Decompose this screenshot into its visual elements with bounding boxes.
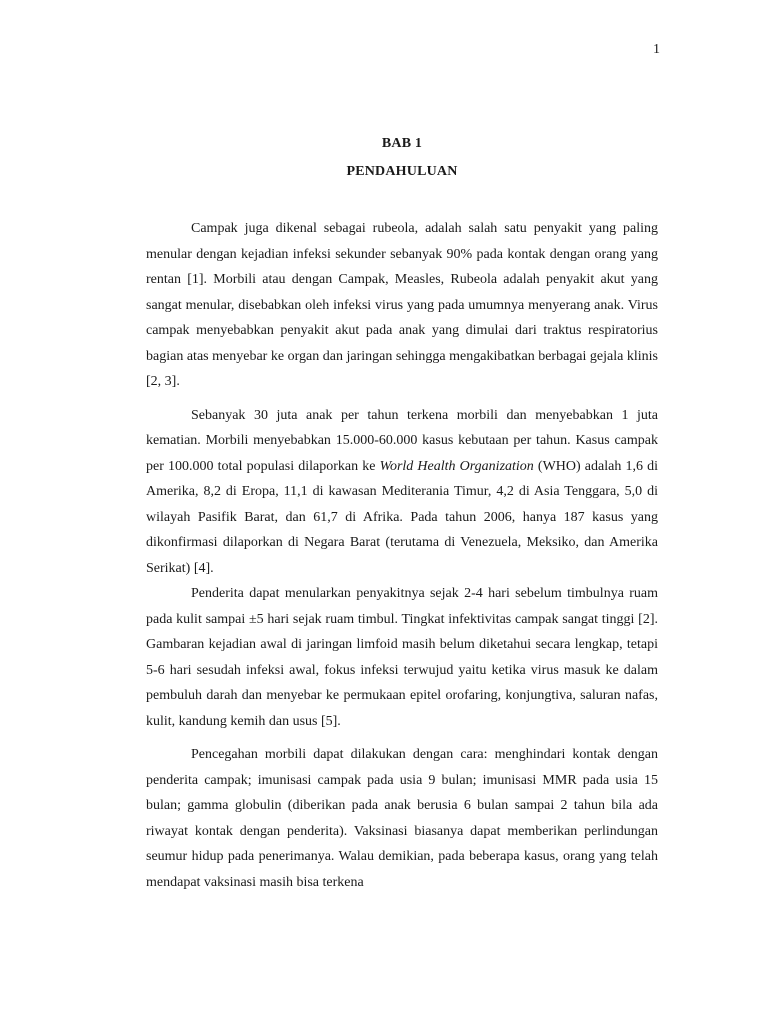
paragraph-epidemiology-text: Sebanyak 30 juta anak per tahun terkena morbili dan menyebabkan 1 juta kematian. Morbili menyebabkan 15.000-60.000 kasus kebutaan per tahun. Kasus campak per 100.000 total populasi dilaporkan ke <box>146 407 658 474</box>
paragraph-prevention: Pencegahan morbili dapat dilakukan dengan cara: menghindari kontak dengan penderita campak; imunisasi campak pada usia 9 bulan; imunisasi MMR pada usia 15 bulan; gamma globulin (diberikan pada anak berusia 6 bulan sampai 2 tahun bila ada riwayat kontak dengan penderita). Vaksinasi biasanya dapat memberikan perlindungan seumur hidup pada penerimanya. Walau demikian, pada beberapa kasus, orang yang telah mendapat vaksinasi masih bisa terkena <box>146 747 658 890</box>
document-body <box>146 216 658 895</box>
chapter-title: PENDAHULUAN <box>346 164 458 179</box>
paragraph-intro: Campak juga dikenal sebagai rubeola, adalah salah satu penyakit yang paling menular dengan kejadian infeksi sekunder sebanyak 90% pada kontak dengan orang yang rentan [1]. Morbili atau dengan Campak, Measles, Rubeola adalah penyakit akut yang sangat menular, disebabkan oleh infeksi virus yang pada umumnya menyerang anak. Virus campak menyebabkan penyakit akut pada anak yang dimulai dari traktus respiratorius bagian atas menyebar ke organ dan jaringan sehingga mengakibatkan berbagai gejala klinis [2, 3]. <box>146 221 658 389</box>
paragraph-epidemiology <box>146 403 658 582</box>
page-number: 1 <box>653 42 660 57</box>
paragraph-transmission: Penderita dapat menularkan penyakitnya sejak 2-4 hari sebelum timbulnya ruam pada kulit sampai ±5 hari sejak ruam timbul. Tingkat infektivitas campak sangat tinggi [2]. Gambaran kejadian awal di jaringan limfoid masih belum diketahui secara lengkap, tetapi 5-6 hari sesudah infeksi awal, fokus infeksi terwujud yaitu ketika virus masuk ke dalam pembuluh darah dan menyebar ke permukaan epitel orofaring, konjungtiva, saluran nafas, kulit, kandung kemih dan usus [5]. <box>146 586 658 729</box>
who-italic-term: World Health Organization <box>379 458 534 474</box>
paragraph-epidemiology-text-cont: (WHO) adalah 1,6 di Amerika, 8,2 di Eropa, 11,1 di kawasan Mediterania Timur, 4,2 di Asia Tenggara, 5,0 di wilayah Pasifik Barat, dan 61,7 di Afrika. Pada tahun 2006, hanya 187 kasus yang dikonfirmasi dilaporkan di Negara Barat (terutama di Venezuela, Meksiko, dan Amerika Serikat) [4]. <box>146 458 658 576</box>
chapter-heading: BAB 1 <box>381 136 423 151</box>
